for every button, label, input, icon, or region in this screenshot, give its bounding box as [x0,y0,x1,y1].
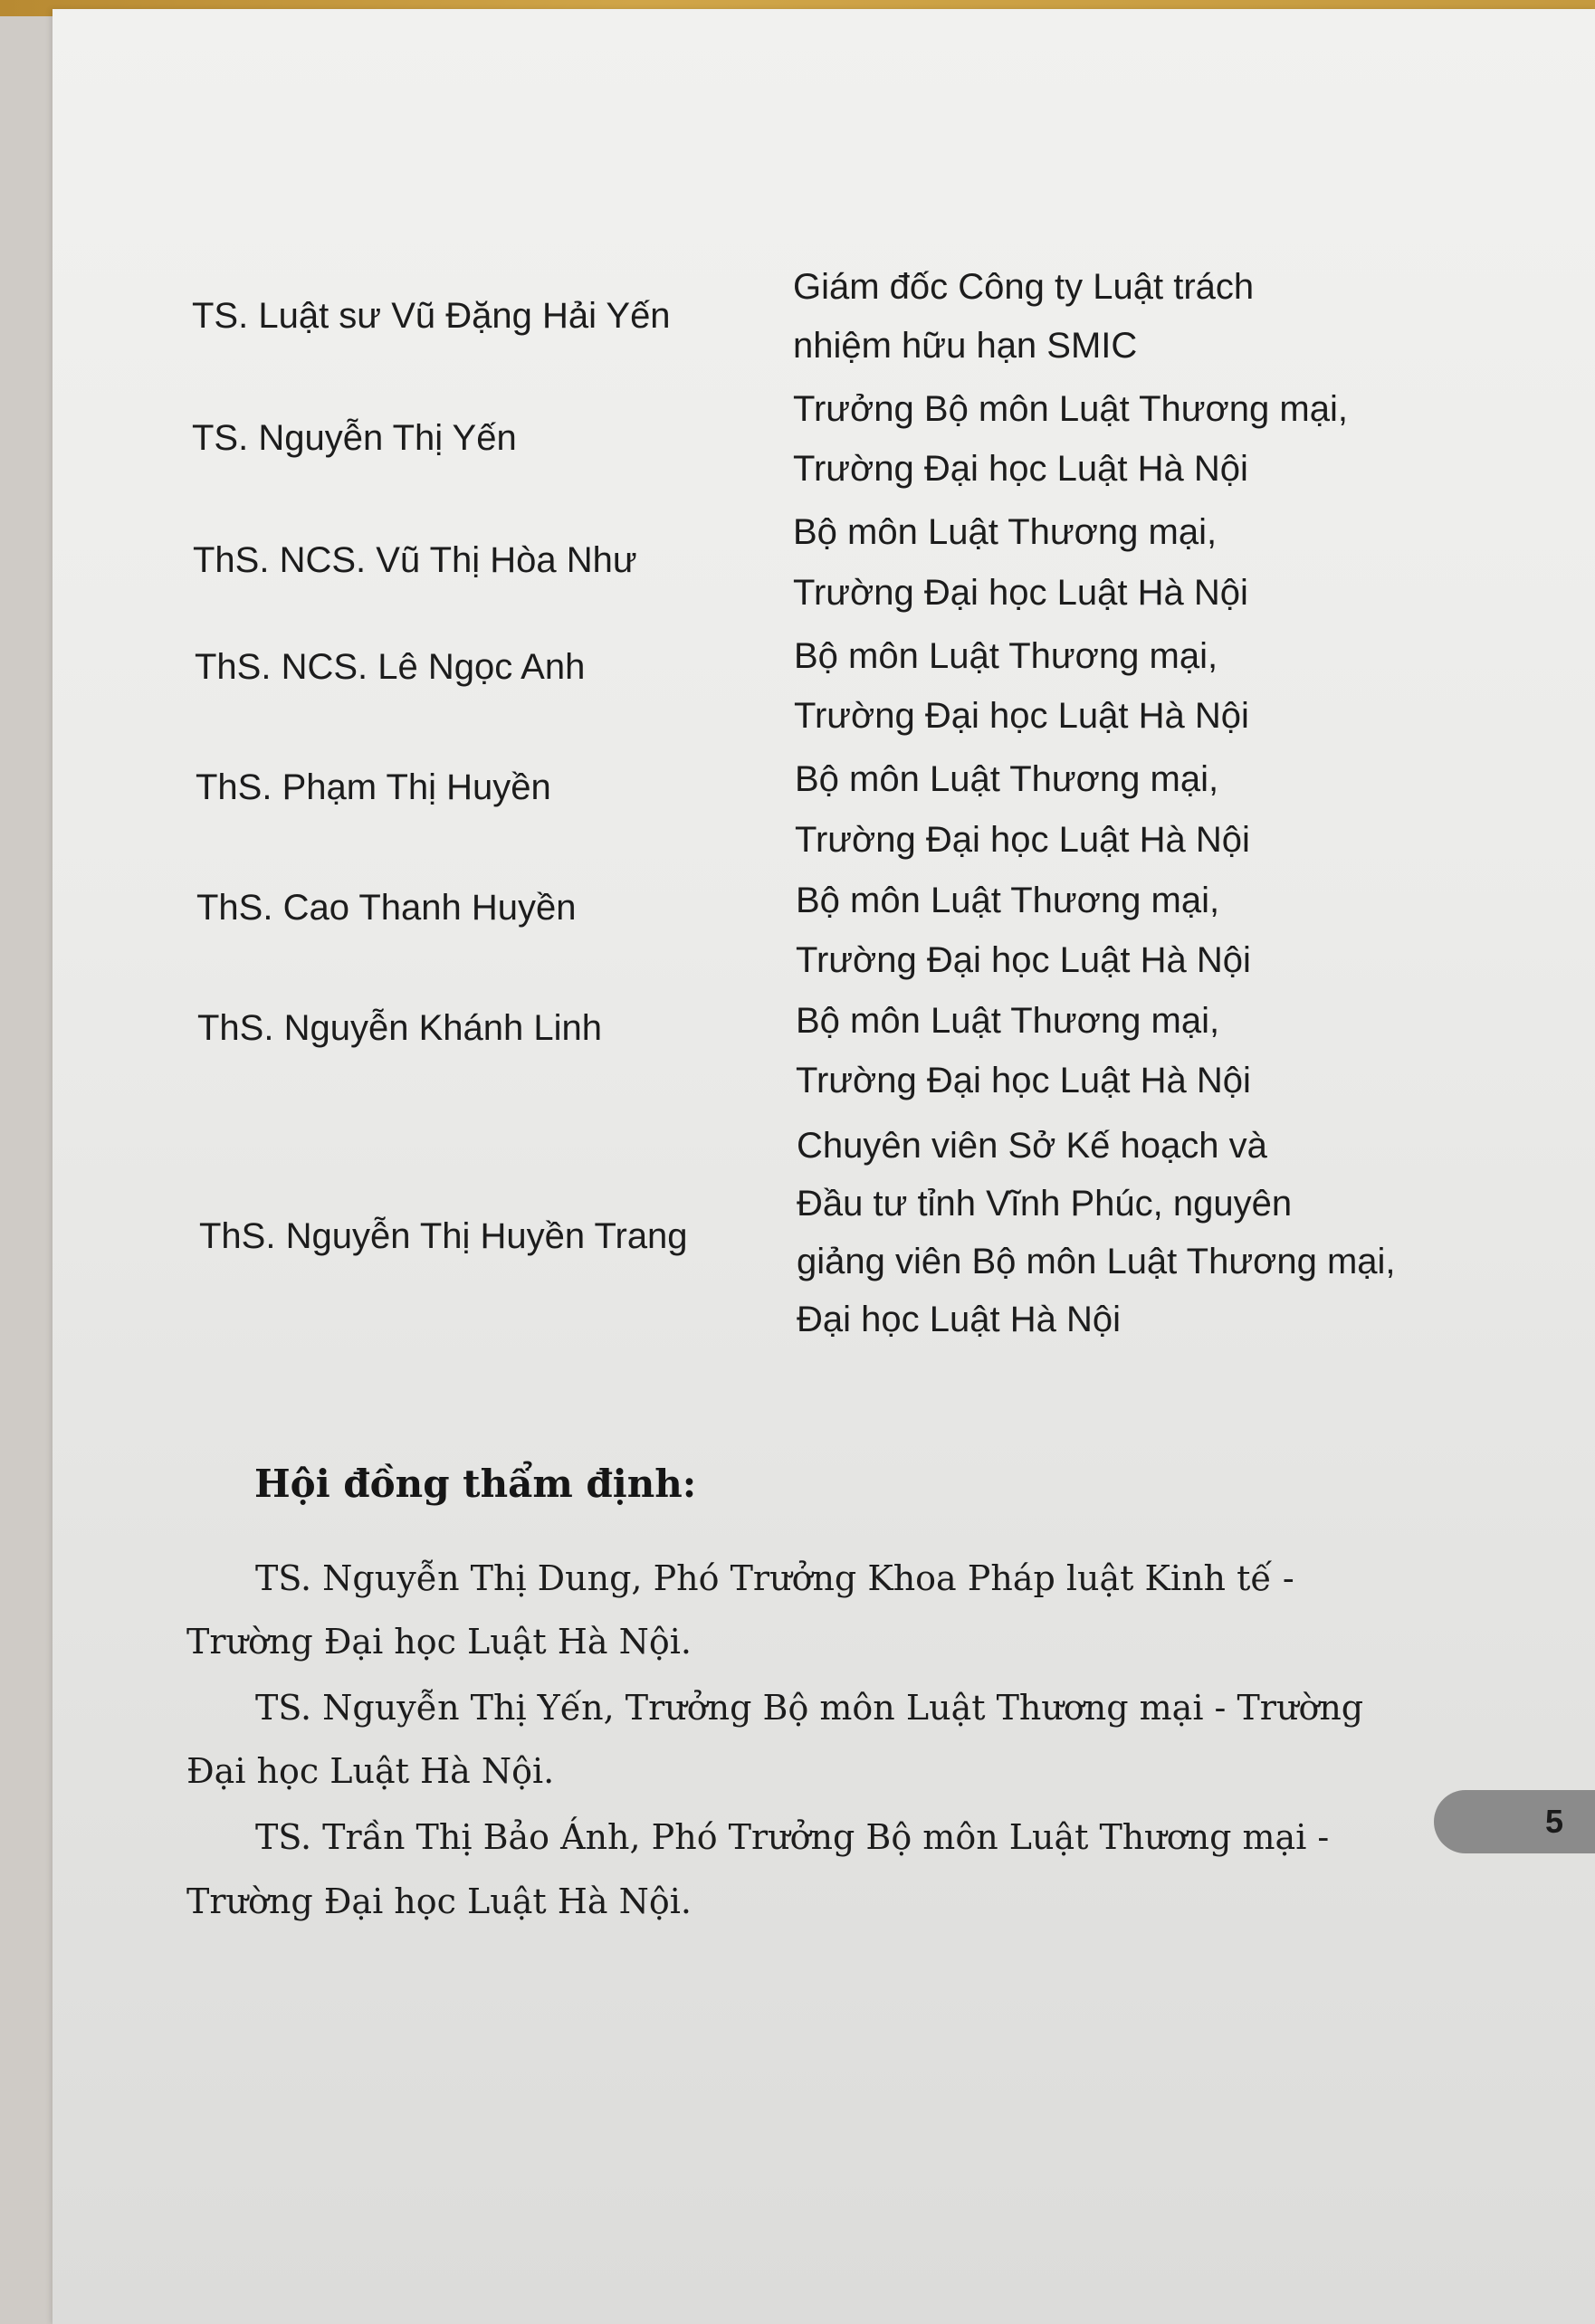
council-entry-line: Trường Đại học Luật Hà Nội. [186,1881,692,1921]
member-title-line: Đại học Luật Hà Nội [797,1300,1121,1339]
member-title-line: Chuyên viên Sở Kế hoạch và [797,1126,1267,1166]
council-entry-line: TS. Nguyễn Thị Dung, Phó Trưởng Khoa Pháp luật Kinh tế - [255,1558,1294,1598]
member-title-line: Trường Đại học Luật Hà Nội [794,696,1249,736]
member-name: ThS. Phạm Thị Huyền [196,767,551,807]
member-title-line: Trưởng Bộ môn Luật Thương mại, [793,389,1348,429]
member-name: ThS. NCS. Lê Ngọc Anh [195,647,586,687]
council-heading: Hội đồng thẩm định: [254,1462,697,1506]
member-title-line: Trường Đại học Luật Hà Nội [793,573,1248,613]
council-entry-line: TS. Trần Thị Bảo Ánh, Phó Trưởng Bộ môn Luật Thương mại - [255,1817,1330,1857]
member-title-line: Trường Đại học Luật Hà Nội [793,449,1248,489]
member-title-line: nhiệm hữu hạn SMIC [793,326,1138,366]
council-entry-line: TS. Nguyễn Thị Yến, Trưởng Bộ môn Luật Thương mại - Trường [255,1688,1364,1728]
council-entry-line: Trường Đại học Luật Hà Nội. [186,1622,692,1662]
member-name: ThS. Nguyễn Thị Huyền Trang [199,1216,688,1256]
member-title-line: Đầu tư tỉnh Vĩnh Phúc, nguyên [797,1184,1293,1224]
council-entry-line: Đại học Luật Hà Nội. [186,1751,555,1791]
member-name: ThS. NCS. Vũ Thị Hòa Như [193,540,637,580]
book-page [53,9,1595,2324]
member-title-line: Trường Đại học Luật Hà Nội [795,820,1250,860]
member-title-line: Bộ môn Luật Thương mại, [794,636,1218,676]
member-title-line: Bộ môn Luật Thương mại, [796,881,1220,920]
member-name: ThS. Nguyễn Khánh Linh [197,1008,602,1048]
member-title-line: Bộ môn Luật Thương mại, [795,759,1219,799]
page-number: 5 [1544,1803,1564,1840]
member-title-line: Trường Đại học Luật Hà Nội [796,940,1251,980]
author-list [53,9,1595,2324]
member-name: TS. Luật sư Vũ Đặng Hải Yến [192,296,671,336]
member-title-line: Bộ môn Luật Thương mại, [796,1001,1220,1041]
member-name: ThS. Cao Thanh Huyền [196,888,577,928]
member-name: TS. Nguyễn Thị Yến [192,418,517,458]
member-title-line: Bộ môn Luật Thương mại, [793,512,1218,552]
member-title-line: Trường Đại học Luật Hà Nội [796,1061,1251,1100]
member-title-line: giảng viên Bộ môn Luật Thương mại, [797,1242,1396,1281]
member-title-line: Giám đốc Công ty Luật trách [793,267,1255,307]
